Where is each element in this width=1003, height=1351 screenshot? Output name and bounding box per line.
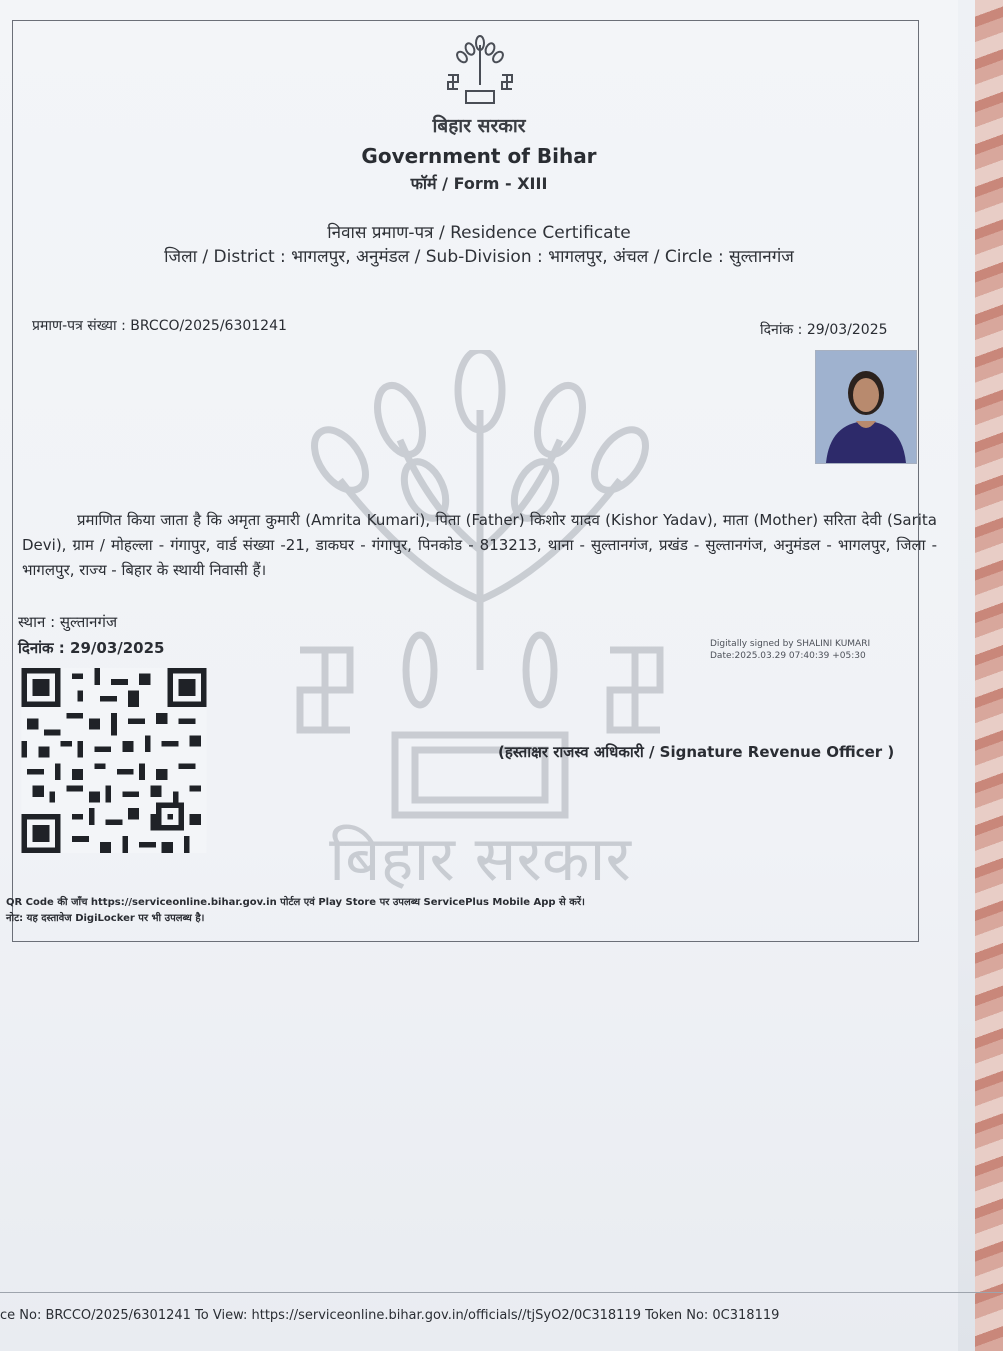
issue-date: दिनांक : 29/03/2025: [18, 639, 165, 657]
digilocker-note: नोट: यह दस्तावेज DigiLocker पर भी उपलब्ध है।: [6, 913, 205, 924]
header-title-hindi: बिहार सरकार: [432, 115, 526, 137]
watermark-text: बिहार सरकार: [329, 822, 631, 895]
footer-reference: ce No: BRCCO/2025/6301241 To View: https://serviceonline.bihar.gov.in/officials//tjSyO2/0C318119 Token No: 0C318119: [0, 1308, 780, 1323]
certificate-number: प्रमाण-पत्र संख्या : BRCCO/2025/6301241: [32, 318, 287, 334]
form-number: फॉर्म / Form - XIII: [410, 174, 548, 193]
certificate-date: दिनांक : 29/03/2025: [760, 322, 888, 338]
digital-signature: [710, 638, 870, 662]
location-line: जिला / District : भागलपुर, अनुमंडल / Sub-Division : भागलपुर, अंचल / Circle : सुल्तानगंज: [164, 247, 794, 267]
bihar-emblem-logo: [440, 35, 520, 107]
digital-signature-date: Date:2025.03.29 07:40:39 +05:30: [710, 651, 866, 661]
qr-code[interactable]: [18, 668, 210, 853]
footer-divider: [0, 1292, 1003, 1293]
applicant-photo: [815, 350, 917, 464]
issue-place: स्थान : सुल्तानगंज: [18, 613, 118, 631]
header-title-english: Government of Bihar: [361, 144, 597, 168]
bihar-emblem-watermark: [280, 350, 680, 895]
digital-signature-signer: Digitally signed by SHALINI KUMARI: [710, 639, 871, 649]
signature-label: (हस्ताक्षर राजस्व अधिकारी / Signature Revenue Officer ): [498, 743, 895, 761]
certificate-title: निवास प्रमाण-पत्र / Residence Certificate: [327, 223, 631, 243]
qr-verification-note: QR Code की जाँच https://serviceonline.bihar.gov.in पोर्टल एवं Play Store पर उपलब्ध ServicePlus Mobile App से करें।: [6, 897, 585, 908]
certificate-body: प्रमाणित किया जाता है कि अमृता कुमारी (Amrita Kumari), पिता (Father) किशोर यादव (Kishor Yadav), माता (Mother) सरिता देवी (Sarita Devi), ग्राम / मोहल्ला - गंगापुर, वार्ड संख्या -21, डाकघर - गंगापुर, पिनकोड - 813213, थाना - सुल्तानगंज, प्रखंड - सुल्तानगंज, अनुमंडल - भागलपुर, जिला - भागलपुर, राज्य - बिहार के स्थायी निवासी हैं।: [22, 511, 937, 579]
